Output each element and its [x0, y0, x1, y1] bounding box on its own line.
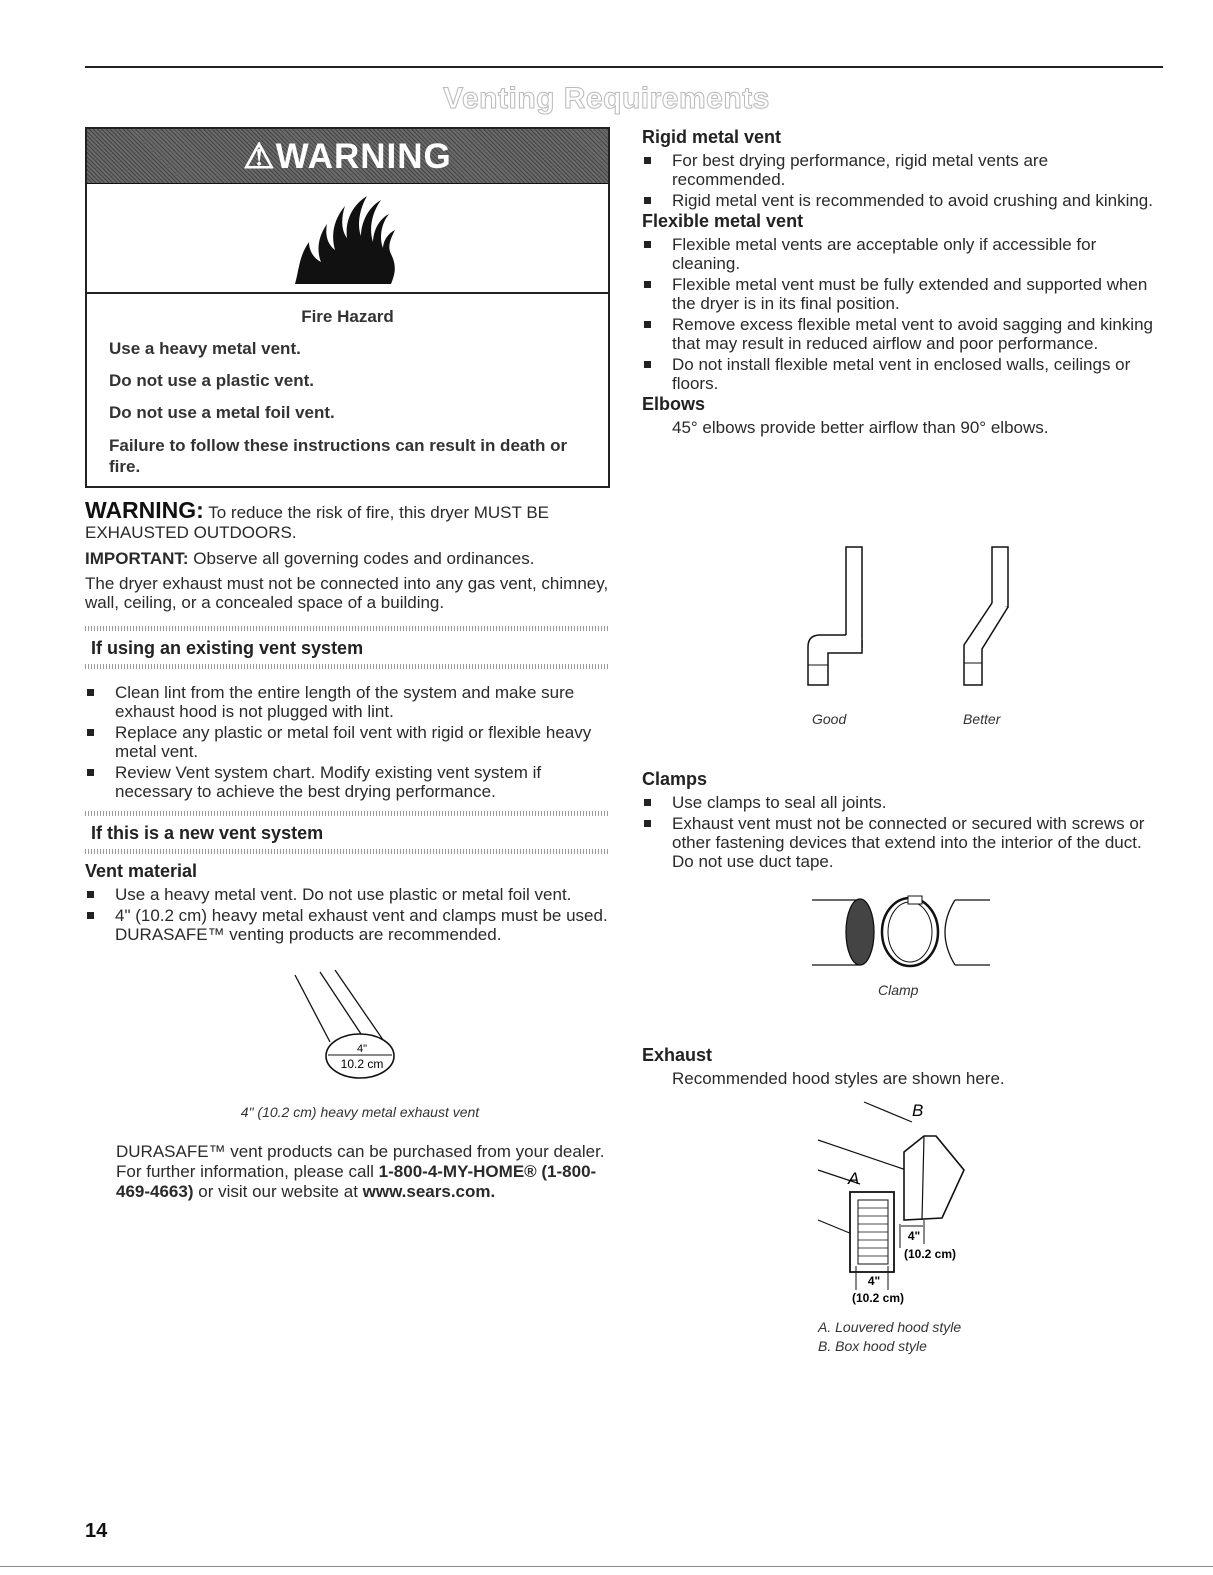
- elbow-good-caption: Good: [812, 711, 847, 727]
- vent-material-list: [85, 885, 610, 944]
- new-vent-heading: If this is a new vent system: [91, 823, 324, 843]
- existing-vent-heading: If using an existing vent system: [91, 638, 364, 658]
- divider: [85, 811, 610, 816]
- hood-caption-a: A. Louvered hood style: [818, 1319, 962, 1335]
- page-number: 14: [85, 1520, 108, 1542]
- list-item: Clean lint from the entire length of the system and make sure exhaust hood is not plugged with lint.: [85, 683, 610, 721]
- warning-text: [87, 295, 608, 477]
- warning-header-text: ⚠WARNING: [243, 137, 452, 176]
- list-item: Use a heavy metal vent. Do not use plastic or metal foil vent.: [85, 885, 610, 904]
- divider: [85, 849, 610, 854]
- vent-caption: 4" (10.2 cm) heavy metal exhaust vent: [240, 1104, 480, 1120]
- important-text: Observe all governing codes and ordinances.: [188, 549, 535, 568]
- warning-hazard: Fire Hazard: [301, 307, 394, 326]
- list-item: Exhaust vent must not be connected or secured with screws or other fastening devices that extend into the interior of the duct. Do not use duct tape.: [642, 814, 1162, 871]
- existing-vent-list: [85, 683, 610, 801]
- page-title: Venting Requirements: [443, 82, 770, 115]
- clamps-heading: Clamps: [642, 769, 708, 789]
- list-item: Replace any plastic or metal foil vent with rigid or flexible heavy metal vent.: [85, 723, 610, 761]
- flexible-list: [642, 235, 1162, 393]
- list-item: For best drying performance, rigid metal vents are recommended.: [642, 151, 1162, 189]
- bottom-rule: [0, 1566, 1213, 1567]
- rigid-list: [642, 151, 1162, 210]
- vent-material-heading: Vent material: [85, 861, 198, 881]
- important-statement: [85, 549, 610, 568]
- rigid-heading: Rigid metal vent: [642, 127, 782, 147]
- elbows-heading: Elbows: [642, 394, 706, 414]
- flexible-heading: Flexible metal vent: [642, 211, 804, 231]
- list-item: Flexible metal vents are acceptable only if accessible for cleaning.: [642, 235, 1162, 273]
- hood-dim-in: 4": [907, 1229, 921, 1243]
- list-item: Remove excess flexible metal vent to avoid sagging and kinking that may result in reduced airflow and poor performance.: [642, 315, 1162, 353]
- vent-diameter-figure: [290, 970, 410, 1085]
- clamps-list: [642, 793, 1162, 871]
- warning-statement-text: To reduce the risk of fire, this dryer MUST BE EXHAUSTED OUTDOORS.: [85, 503, 549, 542]
- hood-dim-in: 4": [867, 1274, 881, 1288]
- hood-label-a: A: [848, 1169, 860, 1188]
- vent-fig-label-cm: 10.2 cm: [340, 1057, 384, 1071]
- clamp-caption: Clamp: [878, 982, 919, 998]
- important-label: IMPORTANT:: [85, 549, 189, 568]
- list-item: Do not install flexible metal vent in enclosed walls, ceilings or floors.: [642, 355, 1162, 393]
- elbow-45-figure: [950, 545, 1040, 695]
- warning-line-4: Failure to follow these instructions can result in death or fire.: [109, 436, 568, 476]
- hood-label-b: B: [912, 1101, 924, 1120]
- divider: [85, 664, 610, 669]
- hood-dim-cm: (10.2 cm): [852, 1291, 905, 1305]
- hood-figure: [812, 1100, 1002, 1310]
- list-item: Rigid metal vent is recommended to avoid crushing and kinking.: [642, 191, 1162, 210]
- dryer-exhaust-text: The dryer exhaust must not be connected into any gas vent, chimney, wall, ceiling, or a concealed space of a building.: [85, 574, 609, 612]
- durasafe-phone: 1-800-4-MY-HOME® (1-800-469-4663): [116, 1162, 597, 1201]
- elbow-90-figure: [790, 545, 890, 695]
- warning-box: [85, 127, 610, 488]
- durasafe-website: www.sears.com.: [362, 1182, 496, 1201]
- fire-icon: [287, 190, 407, 290]
- exhaust-heading: Exhaust: [642, 1045, 713, 1065]
- clamp-figure: [810, 890, 995, 970]
- vent-fig-label-in: 4": [356, 1043, 368, 1055]
- durasafe-text: DURASAFE™ vent products can be purchased from your dealer. For further information, please call: [116, 1142, 605, 1181]
- divider: [85, 626, 610, 631]
- elbows-text: 45° elbows provide better airflow than 90° elbows.: [672, 418, 1049, 437]
- warning-label: WARNING:: [85, 497, 204, 523]
- list-item: 4" (10.2 cm) heavy metal exhaust vent and clamps must be used. DURASAFE™ venting products are recommended.: [85, 906, 610, 944]
- list-item: Flexible metal vent must be fully extended and supported when the dryer is in its final position.: [642, 275, 1162, 313]
- top-rule: [85, 66, 1163, 68]
- durasafe-paragraph: [116, 1142, 616, 1202]
- exhaust-section: [642, 1046, 1162, 1088]
- fire-icon-area: [87, 184, 608, 294]
- warning-header: [87, 129, 608, 184]
- warning-line-1: Use a heavy metal vent.: [109, 339, 301, 358]
- hood-caption-b: B. Box hood style: [818, 1338, 927, 1354]
- hood-dim-cm: (10.2 cm): [904, 1247, 957, 1261]
- warning-statement: [85, 497, 610, 543]
- exhaust-text: Recommended hood styles are shown here.: [672, 1069, 1005, 1088]
- hood-captions: [818, 1318, 961, 1356]
- clamps-section: [642, 770, 1162, 873]
- left-column: [85, 497, 610, 946]
- durasafe-text: or visit our website at: [193, 1182, 363, 1201]
- list-item: Use clamps to seal all joints.: [642, 793, 1162, 812]
- warning-line-2: Do not use a plastic vent.: [109, 371, 314, 390]
- elbow-better-caption: Better: [963, 711, 1001, 727]
- list-item: Review Vent system chart. Modify existing vent system if necessary to achieve the best drying performance.: [85, 763, 610, 801]
- right-column: [642, 128, 1162, 437]
- warning-line-3: Do not use a metal foil vent.: [109, 403, 335, 422]
